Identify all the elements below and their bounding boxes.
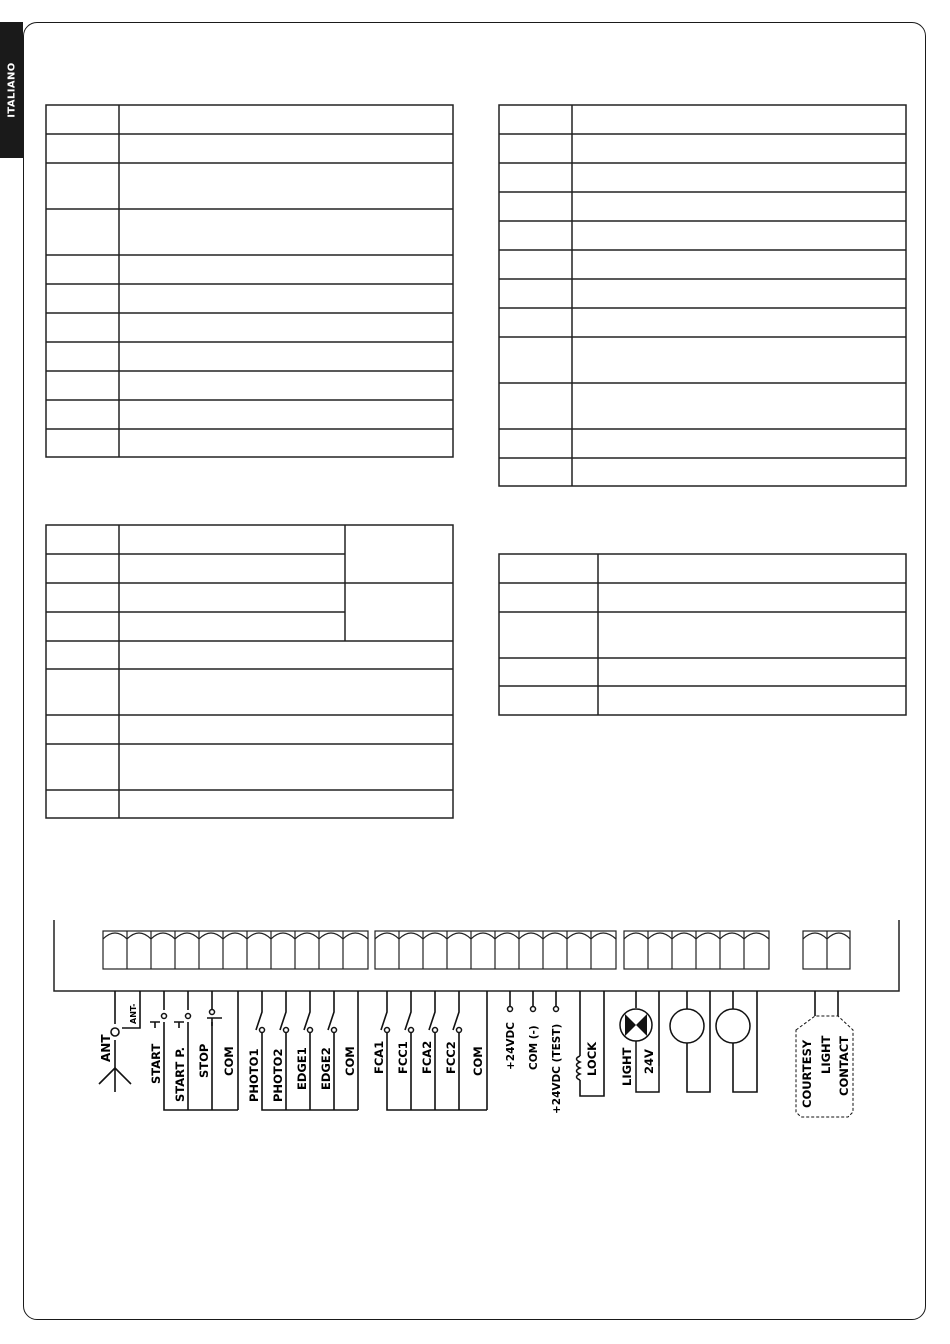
label-24v: 24V [642, 1049, 656, 1074]
label-courtesy: COURTESY [800, 1039, 814, 1108]
label-com-1: COM [222, 1046, 236, 1076]
table-bottom-right [499, 554, 906, 715]
table-top-left [46, 105, 453, 457]
label-photo1: PHOTO1 [247, 1048, 261, 1102]
label-fcc2: FCC2 [444, 1041, 458, 1074]
language-tab-label: ITALIANO [6, 62, 17, 118]
label-com-2: COM [343, 1046, 357, 1076]
table-top-right [499, 105, 906, 486]
label-lock: LOCK [585, 1041, 599, 1076]
label-fca2: FCA2 [420, 1040, 434, 1074]
label-edge2: EDGE2 [319, 1047, 333, 1090]
label-start-p: START P. [173, 1046, 187, 1102]
label-ant-minus: ANT- [129, 1003, 138, 1024]
terminal-block-1 [103, 931, 368, 969]
label-stop: STOP [197, 1043, 211, 1078]
label-ant: ANT [99, 1034, 113, 1062]
label-edge1: EDGE1 [295, 1047, 309, 1090]
label-fcc1: FCC1 [396, 1041, 410, 1074]
label-contact: CONTACT [837, 1036, 851, 1096]
label-photo2: PHOTO2 [271, 1048, 285, 1102]
label-fca1: FCA1 [372, 1040, 386, 1074]
label-start: START [149, 1043, 163, 1084]
terminal-block-4 [803, 931, 850, 969]
label-com-minus: COM (-) [528, 1025, 540, 1070]
terminal-block-2 [375, 931, 616, 969]
label-24vdc: +24VDC [505, 1022, 517, 1070]
table-bottom-left [46, 525, 453, 818]
terminal-block-3 [624, 931, 769, 969]
label-light: LIGHT [620, 1047, 634, 1086]
label-24vdc-test: +24VDC (TEST) [551, 1023, 563, 1114]
label-com-3: COM [471, 1046, 485, 1076]
label-courtesy-light: LIGHT [819, 1035, 833, 1074]
